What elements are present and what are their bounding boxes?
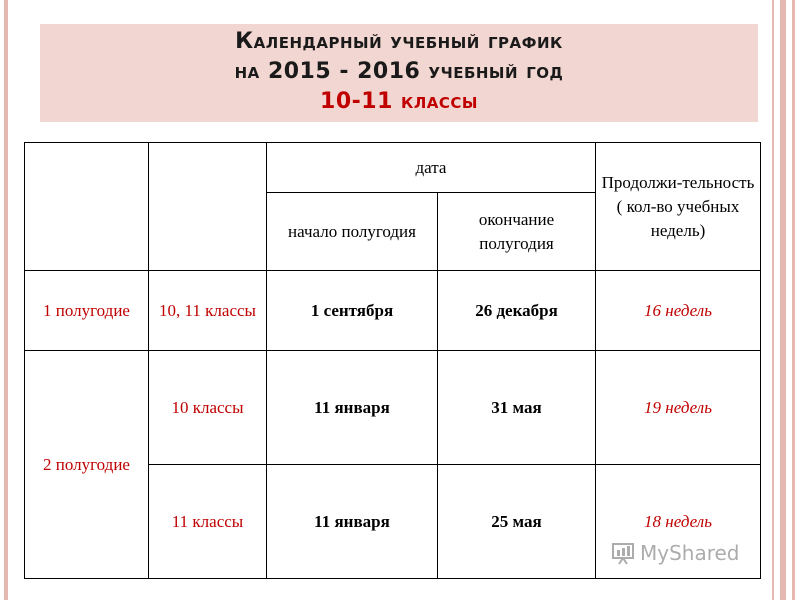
right-edge-stripe xyxy=(780,0,786,600)
right-edge-stripe xyxy=(772,0,774,600)
end-date-cell: 31 мая xyxy=(438,351,596,465)
end-date-cell: 25 мая xyxy=(438,465,596,579)
table-row xyxy=(25,351,761,465)
start-date-cell: 11 января xyxy=(267,465,438,579)
table-row xyxy=(25,271,761,351)
header-empty-cell xyxy=(25,143,149,271)
classes-cell: 10 классы xyxy=(149,351,267,465)
header-empty-cell xyxy=(149,143,267,271)
title-line-2: на 2015 - 2016 учебный год xyxy=(234,59,564,84)
watermark-text: MyShared xyxy=(640,541,740,565)
schedule-table xyxy=(24,142,761,579)
classes-cell: 11 классы xyxy=(149,465,267,579)
duration-cell: 19 недель xyxy=(596,351,761,465)
watermark xyxy=(610,538,740,568)
classes-cell: 10, 11 классы xyxy=(149,271,267,351)
header-date: дата xyxy=(267,143,596,193)
presentation-icon xyxy=(610,540,636,566)
duration-cell: 18 недель xyxy=(596,465,761,579)
semester-cell: 2 полугодие xyxy=(25,351,149,579)
title-line-1: Календарный учебный график xyxy=(235,29,563,54)
title-line-3: 10-11 классы xyxy=(320,89,478,114)
right-edge-stripe xyxy=(792,0,795,600)
duration-cell: 16 недель xyxy=(596,271,761,351)
semester-cell: 1 полугодие xyxy=(25,271,149,351)
title-box xyxy=(40,24,758,122)
start-date-cell: 1 сентября xyxy=(267,271,438,351)
header-duration: Продолжи-тельность ( кол-во учебных недель) xyxy=(596,143,761,271)
left-edge-stripe xyxy=(4,0,8,600)
end-date-cell: 26 декабря xyxy=(438,271,596,351)
table-header-row xyxy=(25,143,761,193)
header-start: начало полугодия xyxy=(267,193,438,271)
start-date-cell: 11 января xyxy=(267,351,438,465)
header-end: окончание полугодия xyxy=(438,193,596,271)
